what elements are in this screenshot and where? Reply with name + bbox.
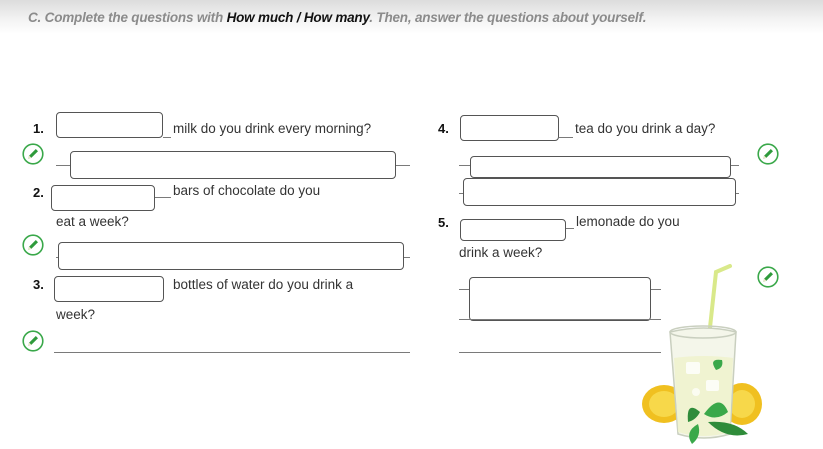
instruction-prefix: C. Complete the questions with: [28, 10, 227, 25]
answer-1-field[interactable]: [70, 151, 396, 179]
lemonade-glass-illustration: [638, 262, 768, 446]
question-1-number: 1.: [33, 121, 44, 136]
question-4-text: tea do you drink a day?: [575, 121, 716, 136]
question-3-text-continued: week?: [56, 307, 96, 322]
question-3-text: bottles of water do you drink a: [173, 277, 354, 292]
question-2-text-continued: eat a week?: [56, 214, 129, 229]
answer-3-line[interactable]: [54, 352, 410, 353]
answer-5-line-3[interactable]: [459, 352, 661, 353]
question-4-number: 4.: [438, 121, 449, 136]
answer-5-line-2: [459, 319, 661, 320]
answer-5-field[interactable]: [469, 277, 651, 321]
question-3-blank[interactable]: [54, 276, 164, 302]
question-2-number: 2.: [33, 185, 44, 200]
question-2-text: bars of chocolate do you: [173, 183, 321, 198]
instruction: [28, 10, 646, 25]
instruction-suffix: . Then, answer the questions about yourself.: [369, 10, 647, 25]
question-1-blank[interactable]: [56, 112, 163, 138]
question-3-number: 3.: [33, 277, 44, 292]
question-1-blank-line: [163, 137, 171, 138]
pencil-icon: [22, 234, 44, 256]
pencil-icon: [757, 143, 779, 165]
question-5-blank-line: [566, 228, 574, 229]
question-5-text: lemonade do you: [576, 214, 680, 229]
question-5-number: 5.: [438, 215, 449, 230]
question-5-blank[interactable]: [460, 219, 566, 241]
pencil-icon: [22, 143, 44, 165]
pencil-icon: [22, 330, 44, 352]
answer-4-field-1[interactable]: [470, 156, 731, 178]
instruction-slash: /: [293, 10, 304, 25]
question-2-blank-line: [155, 197, 171, 198]
answer-2-field[interactable]: [58, 242, 404, 270]
question-5-text-continued: drink a week?: [459, 245, 543, 260]
instruction-how-much: How much: [226, 10, 294, 25]
instruction-how-many: How many: [303, 10, 370, 25]
question-2-blank[interactable]: [51, 185, 155, 211]
question-4-blank-line: [559, 137, 573, 138]
question-1-text: milk do you drink every morning?: [173, 121, 372, 136]
question-4-blank[interactable]: [460, 115, 559, 141]
answer-4-field-2[interactable]: [463, 178, 736, 206]
